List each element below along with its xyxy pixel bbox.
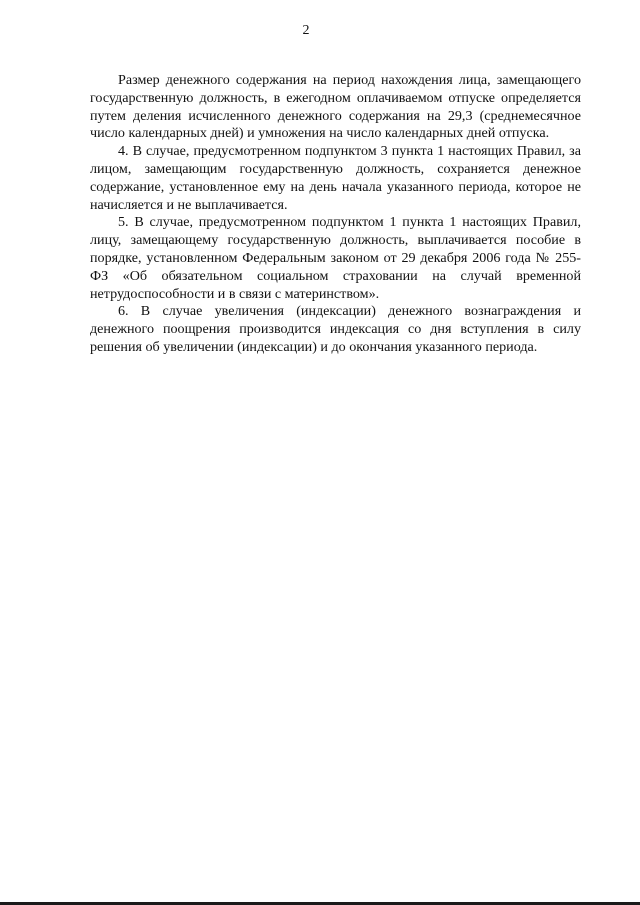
paragraph-salary-calculation: Размер денежного содержания на период нахождения лица, замещающего государственную должность, в ежегодном оплачиваемом отпуске определяется путем деления исчисленного денежного содержания на 29,3 (среднемесячное число календарных дней) и умножения на число календарных дней отпуска. bbox=[90, 72, 581, 142]
paragraph-item-6: 6. В случае увеличения (индексации) денежного вознаграждения и денежного поощрения производится индексация со дня вступления в силу решения об увеличении (индексации) и до окончания указанного периода. bbox=[90, 303, 581, 355]
document-body bbox=[90, 72, 581, 357]
paragraph-item-5: 5. В случае, предусмотренном подпунктом 1 пункта 1 настоящих Правил, лицу, замещающему государственную должность, выплачивается пособие в порядке, установленном Федеральным законом от 29 декабря 2006 года № 255-ФЗ «Об обязательном социальном страховании на случай временной нетрудоспособности и в связи с материнством». bbox=[90, 214, 581, 302]
page-number: 2 bbox=[302, 23, 310, 38]
paragraph-item-4: 4. В случае, предусмотренном подпунктом 3 пункта 1 настоящих Правил, за лицом, замещающим государственную должность, сохраняется денежное содержание, установленное ему на день начала указанного периода, которое не начисляется и не выплачивается. bbox=[90, 143, 581, 213]
